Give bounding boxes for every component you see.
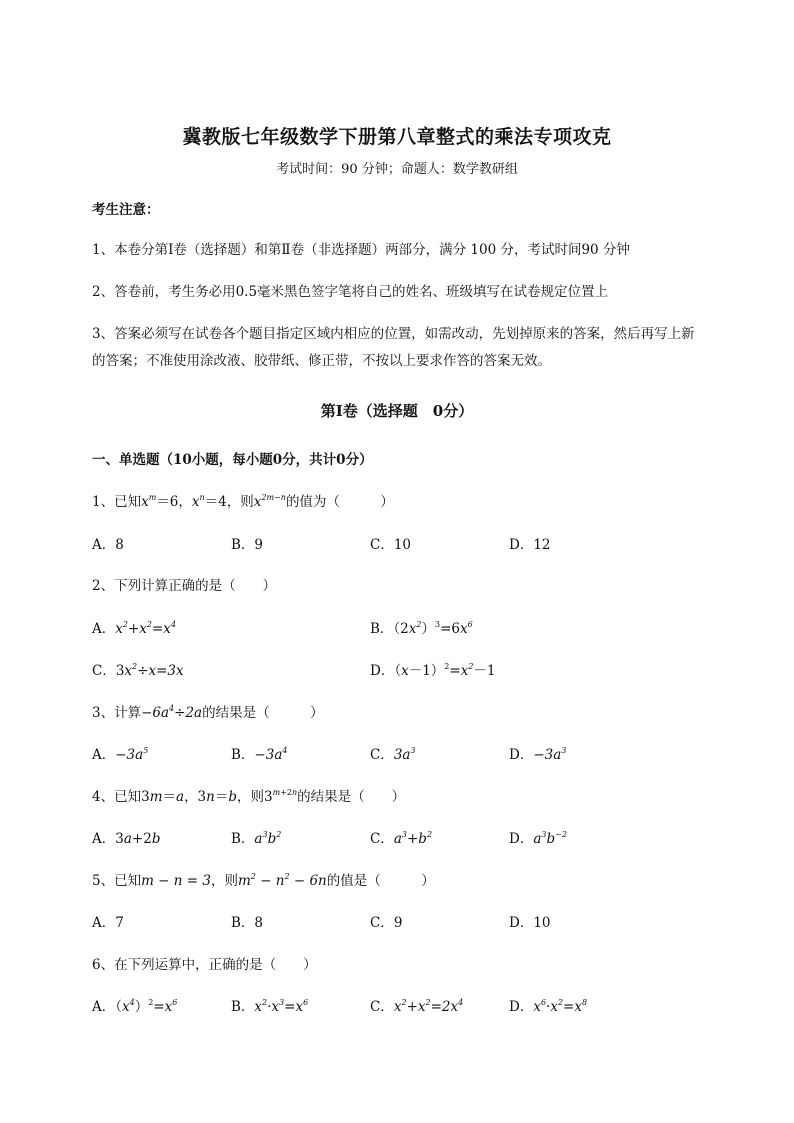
option-a[interactable]: A．$-3a^5$ bbox=[92, 746, 149, 763]
math-expression: $3a^3$ bbox=[393, 746, 416, 763]
math-expression: $x^m$ bbox=[141, 493, 157, 510]
option-a[interactable]: A．$(x^4)^2=x^6$ bbox=[92, 998, 178, 1015]
question-4: 4、已知3m＝a，3n＝b，则$3^{m+2n}$的结果是（ ） bbox=[92, 788, 406, 805]
question-2: 2、下列计算正确的是（ ） bbox=[92, 578, 277, 594]
question-6: 6、在下列运算中，正确的是（ ） bbox=[92, 957, 317, 973]
option-d[interactable]: D．$(x-1)^2=x^2-1$ bbox=[370, 662, 496, 679]
math-expression: $x^2+x^2=2x^4$ bbox=[393, 998, 464, 1015]
math-expression: $-3a^3$ bbox=[533, 746, 567, 763]
math-expression: m − n = 3 bbox=[141, 873, 211, 889]
math-expression: $x^2$ bbox=[408, 620, 422, 637]
options-row bbox=[92, 995, 752, 1019]
option-c[interactable]: C．$a^3+b^2$ bbox=[370, 830, 433, 847]
option-d[interactable]: D．12 bbox=[509, 537, 551, 553]
math-expression: $-3a^5$ bbox=[115, 746, 149, 763]
options-row bbox=[92, 617, 752, 641]
math-expression: $a^3b^2$ bbox=[254, 830, 282, 847]
option-c[interactable]: C．$x^2+x^2=2x^4$ bbox=[370, 998, 464, 1015]
options-row bbox=[92, 911, 752, 935]
notice-item-1: 1、本卷分第Ⅰ卷（选择题）和第Ⅱ卷（非选择题）两部分，满分 100 分，考试时间90 分钟 bbox=[92, 242, 630, 258]
option-a[interactable]: A．8 bbox=[92, 537, 124, 553]
options-row bbox=[92, 533, 752, 557]
question-1: 1、已知$x^m=6$，$x^n=4$，则$x^{2m-n}$的值为（ ） bbox=[92, 493, 394, 510]
notice-item-3-cont: 的答案；不准使用涂改液、胶带纸、修正带，不按以上要求作答的答案无效。 bbox=[92, 353, 551, 369]
math-expression: $x^2\div x=3x$ bbox=[124, 662, 184, 679]
math-expression: $x^4$ bbox=[122, 998, 135, 1015]
option-b[interactable]: B．8 bbox=[231, 915, 264, 931]
option-a[interactable]: A．$x^2+x^2=x^4$ bbox=[92, 620, 177, 637]
option-a[interactable]: A．7 bbox=[92, 915, 124, 931]
option-b[interactable]: B．$a^3b^2$ bbox=[231, 830, 282, 847]
math-expression: $x^2+x^2=x^4$ bbox=[115, 620, 177, 637]
option-d[interactable]: D．$a^3b^{-2}$ bbox=[509, 830, 567, 847]
math-expression: $x^2$ bbox=[460, 662, 474, 679]
math-expression: $a^3b^{-2}$ bbox=[533, 830, 567, 847]
option-c[interactable]: C．$3a^3$ bbox=[370, 746, 416, 763]
option-d[interactable]: D．$-3a^3$ bbox=[509, 746, 567, 763]
option-c[interactable]: C．10 bbox=[370, 537, 412, 553]
math-expression: x bbox=[401, 663, 409, 679]
math-expression: a bbox=[123, 831, 132, 847]
math-expression: $-6a^4\div 2a$ bbox=[141, 704, 203, 721]
notice-item-2: 2、答卷前，考生务必用0.5毫米黑色签字笔将自己的姓名、班级填写在试卷规定位置上 bbox=[92, 284, 609, 300]
option-b[interactable]: B．$-3a^4$ bbox=[231, 746, 288, 763]
options-row bbox=[92, 659, 752, 683]
math-expression: $x^{2m-n}$ bbox=[253, 493, 286, 510]
option-d[interactable]: D．$x^6\cdot x^2=x^8$ bbox=[509, 998, 588, 1015]
option-b[interactable]: B．$(2x^2)^3=6x^6$ bbox=[370, 620, 473, 637]
page-title: 冀教版七年级数学下册第八章整式的乘法专项攻克 bbox=[182, 126, 612, 148]
options-row bbox=[92, 827, 752, 851]
math-expression: $x^2\cdot x^3=x^6$ bbox=[254, 998, 309, 1015]
part-heading: 一、单选题（10小题，每小题0分，共计0分） bbox=[92, 452, 373, 468]
option-c[interactable]: C．$3x^2\div x=3x$ bbox=[92, 662, 184, 679]
options-row bbox=[92, 743, 752, 767]
question-5: 5、已知m − n = 3，则$m^2 - n^2 - 6n$的值是（ ） bbox=[92, 872, 435, 889]
math-expression: $x^6\cdot x^2=x^8$ bbox=[533, 998, 588, 1015]
section-title: 第Ⅰ卷（选择题 0分） bbox=[320, 402, 474, 420]
question-3: 3、计算$-6a^4\div 2a$的结果是（ ） bbox=[92, 704, 324, 721]
math-expression: $x^n$ bbox=[191, 493, 205, 510]
option-a[interactable]: A．3a+2b bbox=[92, 831, 161, 847]
option-d[interactable]: D．10 bbox=[509, 915, 551, 931]
exam-info: 考试时间：90 分钟；命题人：数学教研组 bbox=[276, 162, 518, 177]
math-expression: $a^3+b^2$ bbox=[393, 830, 433, 847]
math-expression: $m^2 - n^2 - 6n$ bbox=[237, 872, 327, 889]
math-expression: m bbox=[149, 789, 163, 805]
option-b[interactable]: B．$x^2\cdot x^3=x^6$ bbox=[231, 998, 309, 1015]
notice-item-3: 3、答案必须写在试卷各个题目指定区域内相应的位置，如需改动，先划掉原来的答案，然后再写上新 bbox=[92, 326, 695, 342]
math-expression: $-3a^4$ bbox=[254, 746, 288, 763]
math-expression: $x^6$ bbox=[459, 620, 473, 637]
notice-heading: 考生注意： bbox=[92, 202, 160, 218]
option-b[interactable]: B．9 bbox=[231, 537, 264, 553]
option-c[interactable]: C．9 bbox=[370, 915, 403, 931]
